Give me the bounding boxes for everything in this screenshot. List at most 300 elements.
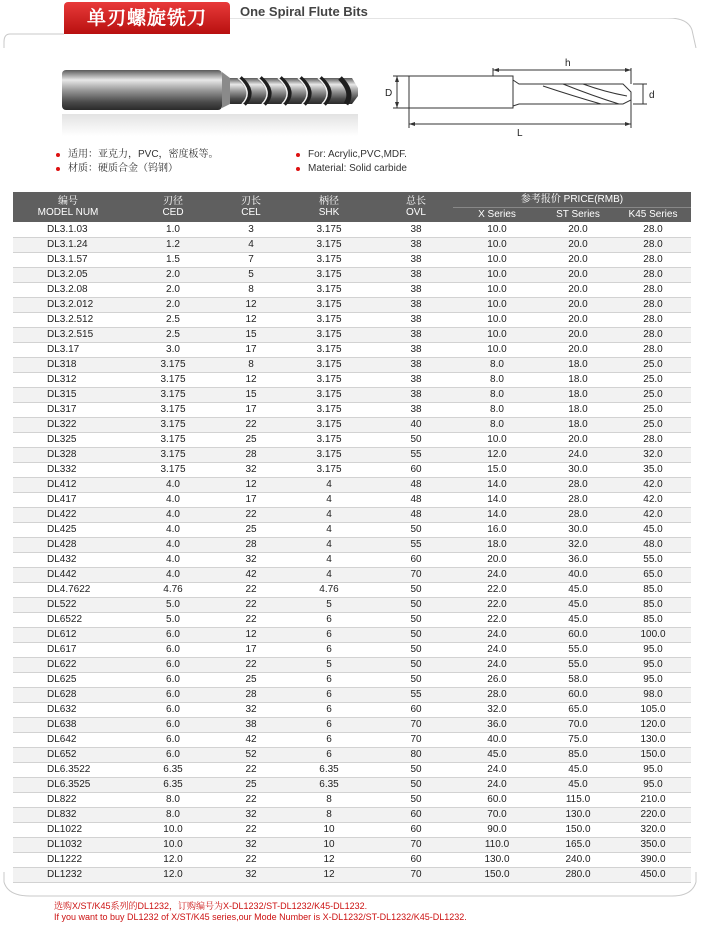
dimension-drawing xyxy=(383,56,673,140)
cell-st-price: 20.0 xyxy=(541,222,615,237)
cell-ced: 6.0 xyxy=(123,672,223,687)
cell-ovl: 50 xyxy=(379,627,453,642)
cell-cel: 28 xyxy=(223,537,279,552)
cell-model: DL1232 xyxy=(13,867,123,882)
cell-ced: 4.76 xyxy=(123,582,223,597)
cell-st-price: 240.0 xyxy=(541,852,615,867)
cell-model: DL3.17 xyxy=(13,342,123,357)
cell-model: DL4.7622 xyxy=(13,582,123,597)
cell-model: DL417 xyxy=(13,492,123,507)
cell-ovl: 38 xyxy=(379,222,453,237)
cell-ced: 4.0 xyxy=(123,537,223,552)
cell-cel: 22 xyxy=(223,657,279,672)
cell-st-price: 28.0 xyxy=(541,477,615,492)
cell-x-price: 10.0 xyxy=(453,237,541,252)
cell-cel: 4 xyxy=(223,237,279,252)
cell-ced: 2.5 xyxy=(123,312,223,327)
cell-k45-price: 35.0 xyxy=(615,462,691,477)
cell-shk: 6.35 xyxy=(279,762,379,777)
cell-x-price: 22.0 xyxy=(453,612,541,627)
cell-k45-price: 105.0 xyxy=(615,702,691,717)
feature-material-en: Material: Solid carbide xyxy=(296,162,407,176)
table-row xyxy=(13,612,691,627)
cell-ovl: 60 xyxy=(379,822,453,837)
cell-ovl: 55 xyxy=(379,537,453,552)
cell-k45-price: 42.0 xyxy=(615,492,691,507)
cell-ovl: 38 xyxy=(379,312,453,327)
cell-st-price: 165.0 xyxy=(541,837,615,852)
cell-shk: 3.175 xyxy=(279,222,379,237)
table-row xyxy=(13,792,691,807)
cell-model: DL638 xyxy=(13,717,123,732)
table-row xyxy=(13,822,691,837)
cell-model: DL322 xyxy=(13,417,123,432)
cell-shk: 6 xyxy=(279,717,379,732)
cell-model: DL3.2.515 xyxy=(13,327,123,342)
cell-ced: 2.0 xyxy=(123,267,223,282)
cell-cel: 12 xyxy=(223,297,279,312)
cell-k45-price: 42.0 xyxy=(615,507,691,522)
features-cn xyxy=(56,148,219,176)
table-row xyxy=(13,807,691,822)
cell-ovl: 38 xyxy=(379,387,453,402)
cell-ced: 6.0 xyxy=(123,687,223,702)
table-row xyxy=(13,327,691,342)
cell-ced: 12.0 xyxy=(123,867,223,882)
cell-ced: 6.0 xyxy=(123,642,223,657)
cell-ced: 5.0 xyxy=(123,612,223,627)
table-row xyxy=(13,522,691,537)
col-cel-header: 刃长 CEL xyxy=(223,192,279,222)
cell-x-price: 26.0 xyxy=(453,672,541,687)
cell-k45-price: 220.0 xyxy=(615,807,691,822)
cell-cel: 25 xyxy=(223,672,279,687)
cell-st-price: 28.0 xyxy=(541,492,615,507)
cell-shk: 6 xyxy=(279,642,379,657)
cell-cel: 12 xyxy=(223,627,279,642)
cell-ovl: 50 xyxy=(379,582,453,597)
cell-x-price: 24.0 xyxy=(453,657,541,672)
cell-k45-price: 48.0 xyxy=(615,537,691,552)
cell-k45-price: 95.0 xyxy=(615,777,691,792)
cell-k45-price: 25.0 xyxy=(615,372,691,387)
cell-cel: 3 xyxy=(223,222,279,237)
order-note-en: If you want to buy DL1232 of X/ST/K45 series,our Mode Number is X-DL1232/ST-DL1232/K45-DL1232. xyxy=(54,912,467,922)
cell-ced: 3.175 xyxy=(123,402,223,417)
cell-ced: 1.0 xyxy=(123,222,223,237)
table-row xyxy=(13,582,691,597)
cell-st-price: 55.0 xyxy=(541,657,615,672)
cell-k45-price: 98.0 xyxy=(615,687,691,702)
table-row xyxy=(13,687,691,702)
cell-model: DL3.2.08 xyxy=(13,282,123,297)
feature-usage-cn: 适用：亚克力，PVC，密度板等。 xyxy=(56,148,219,162)
col-ced-header: 刃径 CED xyxy=(123,192,223,222)
cell-cel: 25 xyxy=(223,777,279,792)
cell-shk: 3.175 xyxy=(279,252,379,267)
cell-x-price: 12.0 xyxy=(453,447,541,462)
cell-shk: 3.175 xyxy=(279,327,379,342)
cell-shk: 3.175 xyxy=(279,342,379,357)
cell-model: DL312 xyxy=(13,372,123,387)
cell-k45-price: 450.0 xyxy=(615,867,691,882)
cell-ced: 4.0 xyxy=(123,507,223,522)
cell-x-price: 10.0 xyxy=(453,252,541,267)
cell-shk: 3.175 xyxy=(279,357,379,372)
cell-st-price: 18.0 xyxy=(541,387,615,402)
cell-ced: 6.0 xyxy=(123,717,223,732)
cell-shk: 6 xyxy=(279,612,379,627)
cell-model: DL622 xyxy=(13,657,123,672)
cell-ovl: 50 xyxy=(379,522,453,537)
cell-ced: 4.0 xyxy=(123,477,223,492)
cell-model: DL612 xyxy=(13,627,123,642)
spec-price-table xyxy=(13,192,691,883)
cell-shk: 3.175 xyxy=(279,282,379,297)
cell-cel: 22 xyxy=(223,792,279,807)
cell-shk: 5 xyxy=(279,657,379,672)
cell-model: DL652 xyxy=(13,747,123,762)
cell-shk: 4.76 xyxy=(279,582,379,597)
table-body xyxy=(13,222,691,882)
cell-ced: 4.0 xyxy=(123,552,223,567)
table-row xyxy=(13,432,691,447)
cell-ovl: 48 xyxy=(379,492,453,507)
cell-ced: 4.0 xyxy=(123,492,223,507)
cell-model: DL3.1.24 xyxy=(13,237,123,252)
cell-k45-price: 28.0 xyxy=(615,297,691,312)
col-k45-series-header: K45 Series xyxy=(615,207,691,222)
col-shk-header: 柄径 SHK xyxy=(279,192,379,222)
cell-x-price: 8.0 xyxy=(453,387,541,402)
table-row xyxy=(13,282,691,297)
cell-cel: 28 xyxy=(223,687,279,702)
table-row xyxy=(13,462,691,477)
order-note xyxy=(54,901,467,923)
cell-x-price: 110.0 xyxy=(453,837,541,852)
table-row xyxy=(13,657,691,672)
cell-ced: 6.35 xyxy=(123,777,223,792)
feature-material-cn: 材质：硬质合金（钨钢） xyxy=(56,162,219,176)
cell-st-price: 45.0 xyxy=(541,582,615,597)
cell-cel: 22 xyxy=(223,417,279,432)
cell-ovl: 50 xyxy=(379,642,453,657)
cell-ced: 1.2 xyxy=(123,237,223,252)
cell-k45-price: 25.0 xyxy=(615,387,691,402)
table-row xyxy=(13,837,691,852)
cell-x-price: 8.0 xyxy=(453,372,541,387)
cell-shk: 6 xyxy=(279,732,379,747)
cell-cel: 12 xyxy=(223,372,279,387)
cell-st-price: 24.0 xyxy=(541,447,615,462)
cell-model: DL442 xyxy=(13,567,123,582)
cell-ovl: 40 xyxy=(379,417,453,432)
cell-shk: 3.175 xyxy=(279,402,379,417)
cell-ovl: 38 xyxy=(379,267,453,282)
cell-model: DL328 xyxy=(13,447,123,462)
table-row xyxy=(13,777,691,792)
col-x-series-header: X Series xyxy=(453,207,541,222)
cell-shk: 3.175 xyxy=(279,447,379,462)
dim-L-label: L xyxy=(517,128,523,139)
bullet-icon xyxy=(56,153,60,157)
cell-x-price: 18.0 xyxy=(453,537,541,552)
cell-st-price: 20.0 xyxy=(541,327,615,342)
cell-ovl: 38 xyxy=(379,372,453,387)
cell-ced: 6.0 xyxy=(123,657,223,672)
cell-k45-price: 65.0 xyxy=(615,567,691,582)
table-row xyxy=(13,492,691,507)
features-en xyxy=(296,148,407,176)
cell-x-price: 10.0 xyxy=(453,282,541,297)
cell-x-price: 24.0 xyxy=(453,642,541,657)
cell-cel: 15 xyxy=(223,387,279,402)
cell-model: DL6.3522 xyxy=(13,762,123,777)
cell-shk: 3.175 xyxy=(279,267,379,282)
cell-cel: 5 xyxy=(223,267,279,282)
cell-model: DL317 xyxy=(13,402,123,417)
cell-model: DL6.3525 xyxy=(13,777,123,792)
table-row xyxy=(13,717,691,732)
cell-cel: 7 xyxy=(223,252,279,267)
cell-st-price: 45.0 xyxy=(541,597,615,612)
cell-model: DL3.2.05 xyxy=(13,267,123,282)
cell-ced: 4.0 xyxy=(123,567,223,582)
table-row xyxy=(13,627,691,642)
cell-ovl: 38 xyxy=(379,402,453,417)
cell-st-price: 20.0 xyxy=(541,432,615,447)
cell-st-price: 20.0 xyxy=(541,252,615,267)
cell-model: DL3.2.012 xyxy=(13,297,123,312)
cell-k45-price: 28.0 xyxy=(615,267,691,282)
cell-x-price: 10.0 xyxy=(453,342,541,357)
cell-cel: 12 xyxy=(223,477,279,492)
cell-x-price: 130.0 xyxy=(453,852,541,867)
cell-cel: 32 xyxy=(223,702,279,717)
cell-model: DL1022 xyxy=(13,822,123,837)
cell-ovl: 60 xyxy=(379,552,453,567)
cell-shk: 3.175 xyxy=(279,312,379,327)
cell-ced: 2.0 xyxy=(123,297,223,312)
cell-shk: 6 xyxy=(279,747,379,762)
cell-k45-price: 32.0 xyxy=(615,447,691,462)
cell-shk: 4 xyxy=(279,522,379,537)
cell-shk: 10 xyxy=(279,822,379,837)
cell-model: DL315 xyxy=(13,387,123,402)
cell-ovl: 60 xyxy=(379,702,453,717)
cell-shk: 4 xyxy=(279,567,379,582)
cell-k45-price: 28.0 xyxy=(615,432,691,447)
cell-st-price: 60.0 xyxy=(541,687,615,702)
page-title: 单刃螺旋铣刀 xyxy=(64,2,230,34)
table-row xyxy=(13,642,691,657)
cell-st-price: 45.0 xyxy=(541,612,615,627)
table-row xyxy=(13,342,691,357)
bullet-icon xyxy=(56,167,60,171)
order-note-cn: 选购X/ST/K45系列的DL1232，订购编号为X-DL1232/ST-DL1232/K45-DL1232. xyxy=(54,901,368,911)
cell-k45-price: 28.0 xyxy=(615,327,691,342)
table-row xyxy=(13,387,691,402)
cell-shk: 6 xyxy=(279,672,379,687)
cell-ovl: 70 xyxy=(379,867,453,882)
cell-k45-price: 95.0 xyxy=(615,642,691,657)
cell-model: DL422 xyxy=(13,507,123,522)
cell-shk: 6 xyxy=(279,702,379,717)
cell-st-price: 150.0 xyxy=(541,822,615,837)
cell-ovl: 60 xyxy=(379,462,453,477)
cell-cel: 42 xyxy=(223,732,279,747)
cell-ovl: 60 xyxy=(379,852,453,867)
cell-x-price: 10.0 xyxy=(453,297,541,312)
col-st-series-header: ST Series xyxy=(541,207,615,222)
cell-x-price: 40.0 xyxy=(453,732,541,747)
table-header xyxy=(13,192,691,222)
cell-ovl: 38 xyxy=(379,327,453,342)
cell-st-price: 45.0 xyxy=(541,777,615,792)
cell-st-price: 32.0 xyxy=(541,537,615,552)
cell-x-price: 14.0 xyxy=(453,477,541,492)
table-row xyxy=(13,237,691,252)
cell-model: DL822 xyxy=(13,792,123,807)
cell-ced: 12.0 xyxy=(123,852,223,867)
cell-cel: 8 xyxy=(223,282,279,297)
cell-model: DL832 xyxy=(13,807,123,822)
table-row xyxy=(13,852,691,867)
table-row xyxy=(13,252,691,267)
cell-k45-price: 28.0 xyxy=(615,252,691,267)
cell-model: DL325 xyxy=(13,432,123,447)
cell-ovl: 70 xyxy=(379,732,453,747)
cell-ced: 2.5 xyxy=(123,327,223,342)
cell-ovl: 50 xyxy=(379,672,453,687)
cell-cel: 22 xyxy=(223,582,279,597)
cell-cel: 22 xyxy=(223,597,279,612)
cell-cel: 32 xyxy=(223,867,279,882)
cell-shk: 6 xyxy=(279,687,379,702)
cell-st-price: 28.0 xyxy=(541,507,615,522)
cell-ovl: 38 xyxy=(379,282,453,297)
cell-ced: 6.0 xyxy=(123,627,223,642)
cell-shk: 4 xyxy=(279,537,379,552)
cell-ovl: 55 xyxy=(379,447,453,462)
cell-ovl: 38 xyxy=(379,252,453,267)
cell-st-price: 20.0 xyxy=(541,267,615,282)
cell-ced: 6.0 xyxy=(123,732,223,747)
cell-ovl: 48 xyxy=(379,477,453,492)
cell-shk: 12 xyxy=(279,867,379,882)
cell-ced: 3.175 xyxy=(123,432,223,447)
cell-x-price: 16.0 xyxy=(453,522,541,537)
cell-cel: 17 xyxy=(223,402,279,417)
cell-ced: 10.0 xyxy=(123,822,223,837)
cell-ced: 3.175 xyxy=(123,417,223,432)
cell-shk: 10 xyxy=(279,837,379,852)
cell-ced: 5.0 xyxy=(123,597,223,612)
table-row xyxy=(13,402,691,417)
tool-photo xyxy=(60,62,362,144)
cell-k45-price: 95.0 xyxy=(615,672,691,687)
dim-h-label: h xyxy=(565,58,571,69)
cell-k45-price: 85.0 xyxy=(615,582,691,597)
cell-cel: 22 xyxy=(223,762,279,777)
dim-d-label: d xyxy=(649,90,655,101)
cell-x-price: 24.0 xyxy=(453,627,541,642)
cell-model: DL412 xyxy=(13,477,123,492)
cell-x-price: 14.0 xyxy=(453,507,541,522)
cell-model: DL3.2.512 xyxy=(13,312,123,327)
cell-st-price: 20.0 xyxy=(541,342,615,357)
cell-st-price: 30.0 xyxy=(541,522,615,537)
cell-x-price: 10.0 xyxy=(453,222,541,237)
cell-shk: 4 xyxy=(279,507,379,522)
cell-ced: 2.0 xyxy=(123,282,223,297)
cell-x-price: 8.0 xyxy=(453,357,541,372)
cell-k45-price: 210.0 xyxy=(615,792,691,807)
cell-st-price: 70.0 xyxy=(541,717,615,732)
cell-x-price: 20.0 xyxy=(453,552,541,567)
cell-model: DL432 xyxy=(13,552,123,567)
cell-x-price: 10.0 xyxy=(453,327,541,342)
feature-usage-en: For: Acrylic,PVC,MDF. xyxy=(296,148,407,162)
cell-k45-price: 95.0 xyxy=(615,657,691,672)
cell-k45-price: 85.0 xyxy=(615,612,691,627)
cell-x-price: 8.0 xyxy=(453,402,541,417)
cell-cel: 22 xyxy=(223,852,279,867)
cell-ovl: 70 xyxy=(379,567,453,582)
cell-st-price: 18.0 xyxy=(541,402,615,417)
cell-shk: 3.175 xyxy=(279,387,379,402)
cell-shk: 3.175 xyxy=(279,417,379,432)
cell-ovl: 80 xyxy=(379,747,453,762)
table-row xyxy=(13,357,691,372)
cell-x-price: 14.0 xyxy=(453,492,541,507)
cell-model: DL3.1.57 xyxy=(13,252,123,267)
dim-D-label: D xyxy=(385,88,393,99)
cell-cel: 17 xyxy=(223,342,279,357)
cell-x-price: 24.0 xyxy=(453,762,541,777)
cell-ovl: 50 xyxy=(379,612,453,627)
page-header xyxy=(0,0,702,40)
cell-shk: 4 xyxy=(279,477,379,492)
cell-shk: 6.35 xyxy=(279,777,379,792)
table-row xyxy=(13,267,691,282)
cell-st-price: 60.0 xyxy=(541,627,615,642)
cell-x-price: 45.0 xyxy=(453,747,541,762)
cell-ovl: 38 xyxy=(379,357,453,372)
cell-k45-price: 120.0 xyxy=(615,717,691,732)
cell-ced: 10.0 xyxy=(123,837,223,852)
cell-ced: 3.175 xyxy=(123,387,223,402)
cell-model: DL1222 xyxy=(13,852,123,867)
table-row xyxy=(13,702,691,717)
cell-x-price: 24.0 xyxy=(453,777,541,792)
cell-ovl: 55 xyxy=(379,687,453,702)
table-row xyxy=(13,747,691,762)
cell-x-price: 32.0 xyxy=(453,702,541,717)
cell-model: DL625 xyxy=(13,672,123,687)
table-row xyxy=(13,222,691,237)
table-row xyxy=(13,762,691,777)
cell-k45-price: 45.0 xyxy=(615,522,691,537)
cell-k45-price: 130.0 xyxy=(615,732,691,747)
cell-k45-price: 150.0 xyxy=(615,747,691,762)
table-row xyxy=(13,312,691,327)
cell-st-price: 115.0 xyxy=(541,792,615,807)
table-row xyxy=(13,507,691,522)
cell-ovl: 50 xyxy=(379,432,453,447)
cell-st-price: 58.0 xyxy=(541,672,615,687)
cell-st-price: 85.0 xyxy=(541,747,615,762)
